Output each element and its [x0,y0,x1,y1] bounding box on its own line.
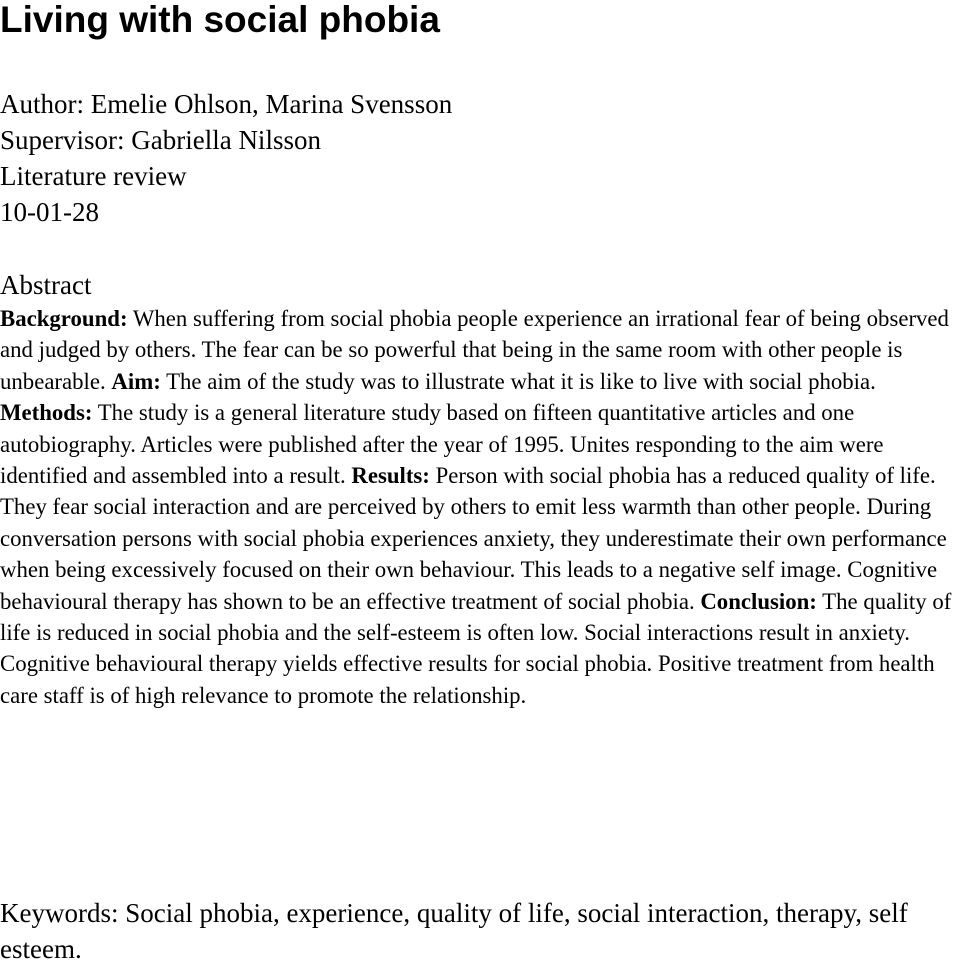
methods-label: Methods: [0,400,93,426]
aim-text: The aim of the study was to illustrate what it is like to live with social phobia. [160,368,876,394]
background-text: When suffering from social phobia people experience an irrational fear of being observed and judged by others. The fear can be so powerful that being in the same room with other people is unbearable. [0,306,949,394]
results-label: Results: [351,463,430,489]
supervisor-line: Supervisor: Gabriella Nilsson [0,125,321,155]
conclusion-text: The quality of life is reduced in social phobia and the self-esteem is often low. Social interactions result in anxiety. Cognitive behavioural therapy yields effective results for social phobia. Positive treatment from health care staff is of high relevance to promote the relationship. [0,588,952,708]
keywords: Keywords: Social phobia, experience, quality of life, social interaction, therapy, self esteem. [0,898,908,964]
background-label: Background: [0,306,128,331]
abstract-body [0,303,960,711]
author-line: Author: Emelie Ohlson, Marina Svensson [0,89,453,119]
document-date: 10-01-28 [0,197,99,227]
aim-label: Aim: [111,368,161,394]
conclusion-label: Conclusion: [700,588,817,614]
page-title: Living with social phobia [0,0,440,40]
document-type: Literature review [0,161,187,191]
results-text: Person with social phobia has a reduced quality of life. They fear social interaction and are perceived by others to emit less warmth than other people. During conversation persons with social phobia experiences anxiety, they underestimate their own performance when being excessively focused on their own behaviour. This leads to a negative self image. Cognitive behavioural therapy has shown to be an effective treatment of social phobia. [0,463,947,614]
document-meta [0,86,452,230]
methods-text: The study is a general literature study based on fifteen quantitative articles and one autobiography. Articles were published after the year of 1995. Unites responding to the aim were identified and assembled into a result. [0,400,884,489]
abstract-heading: Abstract [0,270,92,300]
